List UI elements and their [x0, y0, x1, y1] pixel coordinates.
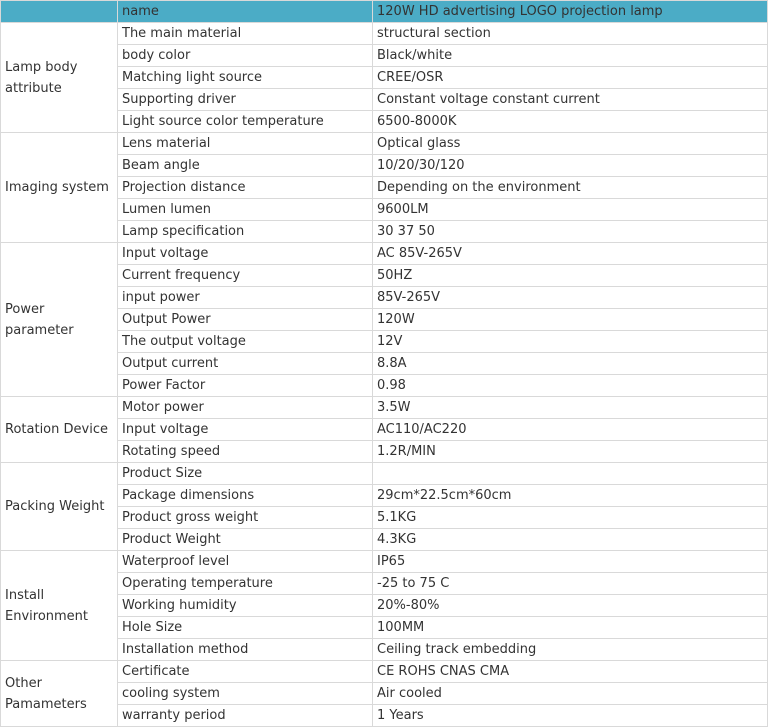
spec-label-cell: Working humidity — [118, 595, 373, 617]
spec-value-cell: Optical glass — [373, 133, 768, 155]
spec-label-cell: body color — [118, 45, 373, 67]
table-header-row — [1, 1, 768, 23]
spec-label-cell: Beam angle — [118, 155, 373, 177]
spec-value-cell: 3.5W — [373, 397, 768, 419]
table-row — [1, 661, 768, 683]
spec-value-cell: Depending on the environment — [373, 177, 768, 199]
spec-label-cell: Product gross weight — [118, 507, 373, 529]
spec-value-cell: 0.98 — [373, 375, 768, 397]
spec-value-cell: 120W — [373, 309, 768, 331]
spec-value-cell: 20%-80% — [373, 595, 768, 617]
spec-value-cell: 8.8A — [373, 353, 768, 375]
spec-label-cell: Product Size — [118, 463, 373, 485]
spec-value-cell: structural section — [373, 23, 768, 45]
spec-label-cell: Supporting driver — [118, 89, 373, 111]
spec-value-cell: 29cm*22.5cm*60cm — [373, 485, 768, 507]
spec-value-cell: 1.2R/MIN — [373, 441, 768, 463]
spec-label-cell: Hole Size — [118, 617, 373, 639]
spec-label-cell: The main material — [118, 23, 373, 45]
header-label-cell: name — [118, 1, 373, 23]
spec-value-cell: CREE/OSR — [373, 67, 768, 89]
spec-value-cell: 4.3KG — [373, 529, 768, 551]
spec-value-cell: Ceiling track embedding — [373, 639, 768, 661]
spec-label-cell: cooling system — [118, 683, 373, 705]
spec-value-cell: 30 37 50 — [373, 221, 768, 243]
spec-value-cell: -25 to 75 C — [373, 573, 768, 595]
spec-table-body — [1, 1, 768, 727]
table-row — [1, 243, 768, 265]
spec-value-cell: Air cooled — [373, 683, 768, 705]
spec-label-cell: The output voltage — [118, 331, 373, 353]
spec-value-cell: CE ROHS CNAS CMA — [373, 661, 768, 683]
group-title-cell: Packing Weight — [1, 463, 118, 551]
spec-label-cell: Lumen lumen — [118, 199, 373, 221]
spec-label-cell: Output current — [118, 353, 373, 375]
spec-label-cell: Package dimensions — [118, 485, 373, 507]
spec-label-cell: warranty period — [118, 705, 373, 727]
spec-value-cell: 85V-265V — [373, 287, 768, 309]
table-row — [1, 551, 768, 573]
spec-value-cell: 6500-8000K — [373, 111, 768, 133]
spec-value-cell: 50HZ — [373, 265, 768, 287]
table-row — [1, 463, 768, 485]
spec-label-cell: Motor power — [118, 397, 373, 419]
spec-label-cell: Power Factor — [118, 375, 373, 397]
group-title-cell: Rotation Device — [1, 397, 118, 463]
spec-value-cell: 10/20/30/120 — [373, 155, 768, 177]
spec-value-cell: 1 Years — [373, 705, 768, 727]
spec-value-cell — [373, 463, 768, 485]
spec-label-cell: Projection distance — [118, 177, 373, 199]
spec-value-cell: 9600LM — [373, 199, 768, 221]
spec-label-cell: Light source color temperature — [118, 111, 373, 133]
table-row — [1, 23, 768, 45]
spec-label-cell: Output Power — [118, 309, 373, 331]
spec-label-cell: Product Weight — [118, 529, 373, 551]
group-title-cell: Other Pamameters — [1, 661, 118, 727]
spec-label-cell: Installation method — [118, 639, 373, 661]
group-title-cell: Lamp body attribute — [1, 23, 118, 133]
spec-label-cell: Certificate — [118, 661, 373, 683]
spec-value-cell: AC 85V-265V — [373, 243, 768, 265]
table-row — [1, 133, 768, 155]
spec-label-cell: Input voltage — [118, 419, 373, 441]
spec-label-cell: Rotating speed — [118, 441, 373, 463]
spec-label-cell: Input voltage — [118, 243, 373, 265]
header-value-cell: 120W HD advertising LOGO projection lamp — [373, 1, 768, 23]
spec-label-cell: Lamp specification — [118, 221, 373, 243]
table-row — [1, 397, 768, 419]
group-title-cell: Imaging system — [1, 133, 118, 243]
spec-value-cell: 5.1KG — [373, 507, 768, 529]
spec-value-cell: 100MM — [373, 617, 768, 639]
header-blank-cell — [1, 1, 118, 23]
spec-label-cell: input power — [118, 287, 373, 309]
spec-label-cell: Matching light source — [118, 67, 373, 89]
spec-label-cell: Waterproof level — [118, 551, 373, 573]
group-title-cell: Power parameter — [1, 243, 118, 397]
spec-label-cell: Operating temperature — [118, 573, 373, 595]
spec-value-cell: Constant voltage constant current — [373, 89, 768, 111]
spec-value-cell: AC110/AC220 — [373, 419, 768, 441]
spec-value-cell: IP65 — [373, 551, 768, 573]
group-title-cell: Install Environment — [1, 551, 118, 661]
spec-label-cell: Lens material — [118, 133, 373, 155]
spec-label-cell: Current frequency — [118, 265, 373, 287]
spec-value-cell: 12V — [373, 331, 768, 353]
spec-value-cell: Black/white — [373, 45, 768, 67]
